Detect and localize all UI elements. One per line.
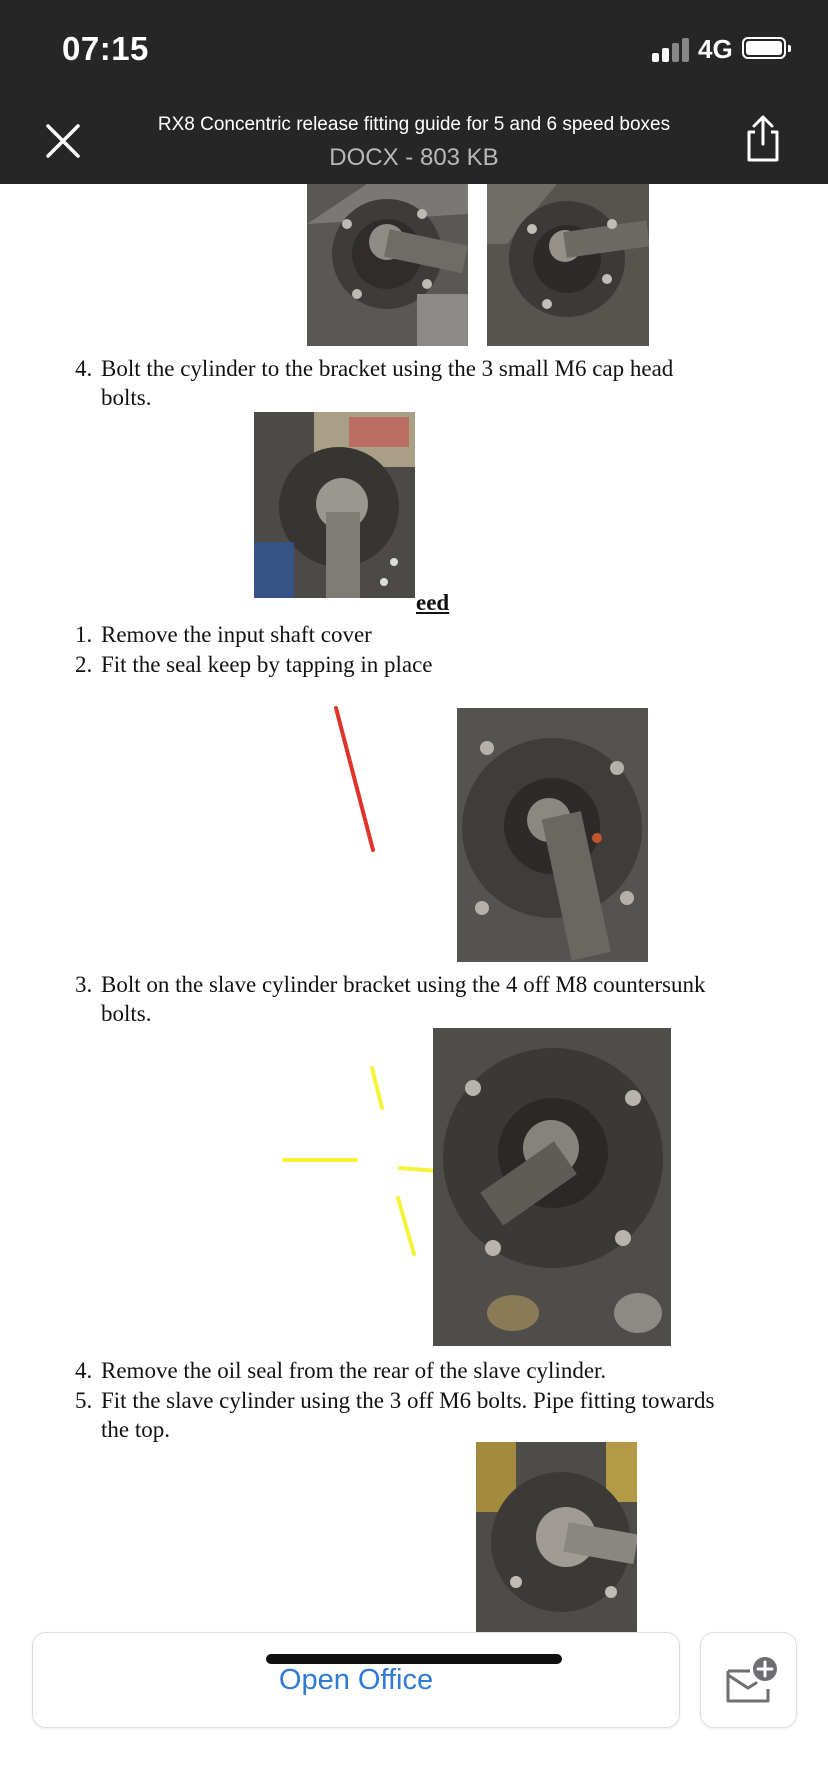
document-header bbox=[0, 96, 828, 184]
share-icon bbox=[738, 112, 788, 164]
photo-slave-cylinder-fitted bbox=[476, 1442, 637, 1632]
network-type: 4G bbox=[698, 34, 733, 64]
photo-slave-bracket bbox=[433, 1028, 671, 1346]
open-office-button[interactable]: Open Office bbox=[32, 1632, 680, 1728]
photo-cylinder-fitted bbox=[254, 412, 415, 598]
status-bar bbox=[0, 0, 828, 96]
step-item: 4. Remove the oil seal from the rear of the slave cylinder. bbox=[75, 1358, 607, 1383]
home-indicator bbox=[266, 1654, 562, 1664]
document-meta: DOCX - 803 KB bbox=[329, 144, 499, 171]
share-button[interactable] bbox=[738, 112, 788, 164]
step-item: 4. Bolt the cylinder to the bracket using the 3 small M6 cap head bolts. bbox=[75, 356, 674, 410]
close-button[interactable] bbox=[38, 116, 88, 166]
save-to-mail-button[interactable] bbox=[700, 1632, 797, 1728]
document-viewer[interactable] bbox=[0, 184, 828, 1632]
document-title: RX8 Concentric release fitting guide for 5 and 6 speed boxes bbox=[157, 114, 671, 135]
photo-bracket-left bbox=[307, 184, 468, 346]
step-item: 2. Fit the seal keep by tapping in place bbox=[75, 652, 433, 677]
section-heading-fragment: eed bbox=[416, 590, 450, 615]
photo-seal-keep bbox=[457, 708, 648, 962]
step-item: 5. Fit the slave cylinder using the 3 off M6 bolts. Pipe fitting towards the top. bbox=[75, 1388, 715, 1442]
status-time: 07:15 bbox=[62, 30, 149, 67]
annotation-red-line bbox=[330, 704, 380, 854]
step-item: 1. Remove the input shaft cover bbox=[75, 622, 372, 647]
battery-icon bbox=[742, 37, 786, 59]
mail-add-icon bbox=[701, 1633, 796, 1727]
bottom-bar bbox=[0, 1632, 828, 1792]
photo-bracket-right bbox=[487, 184, 649, 346]
step-item: 3. Bolt on the slave cylinder bracket using the 4 off M8 countersunk bolts. bbox=[75, 972, 706, 1026]
close-icon bbox=[38, 116, 88, 166]
signal-icon bbox=[652, 38, 690, 62]
